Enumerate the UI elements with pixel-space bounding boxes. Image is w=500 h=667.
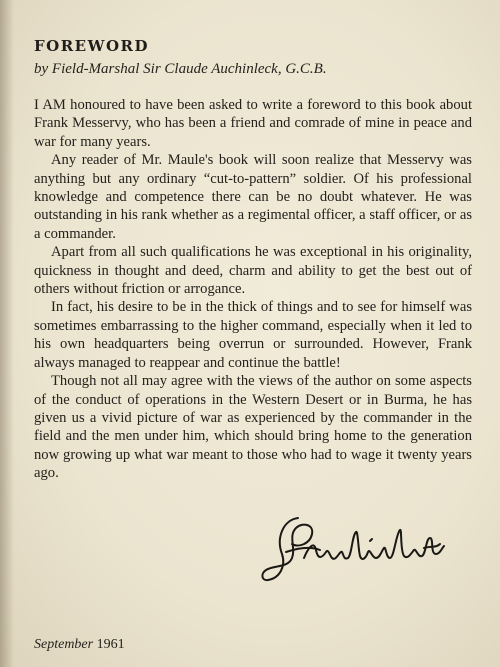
date-month: September — [34, 637, 94, 652]
handwritten-signature — [258, 508, 448, 584]
paragraph: I AM honoured to have been asked to write a foreword to this book about Frank Messervy, who has been a friend and comrade of mine in peace and war for many years. — [34, 97, 472, 150]
date-line — [34, 637, 125, 653]
date-year: 1961 — [96, 637, 125, 652]
page-title: FOREWORD — [34, 37, 150, 55]
paragraph: Apart from all such qualifications he was exceptional in his originality, quickness in thought and deed, charm and ability to get the best out of others without friction or arrogance. — [34, 244, 472, 298]
author-byline: by Field-Marshal Sir Claude Auchinleck, G.C.B. — [34, 61, 327, 77]
paragraph: Any reader of Mr. Maule's book will soon realize that Messervy was anything but any ordinary “cut-to-pattern” soldier. Of his professional knowledge and competence there can be no doubt whatever. He was outstanding in his rank whether as a regimental officer, a staff officer, or as a commander. — [34, 152, 472, 242]
paragraph: Though not all may agree with the views of the author on some aspects of the conduct of operations in the Western Desert or in Burma, he has given us a vivid picture of war as experienced by the commander in the field and the men under him, which should bring home to the generation now growing up what war meant to those who had to wage it twenty years ago. — [34, 373, 472, 482]
foreword-body — [34, 96, 472, 483]
spine-shadow — [0, 0, 14, 667]
paragraph: In fact, his desire to be in the thick of things and to see for himself was sometimes embarrassing to the higher command, especially when it led to his own headquarters being overrun or surrounded. However, Frank always managed to reappear and continue the battle! — [34, 299, 472, 371]
